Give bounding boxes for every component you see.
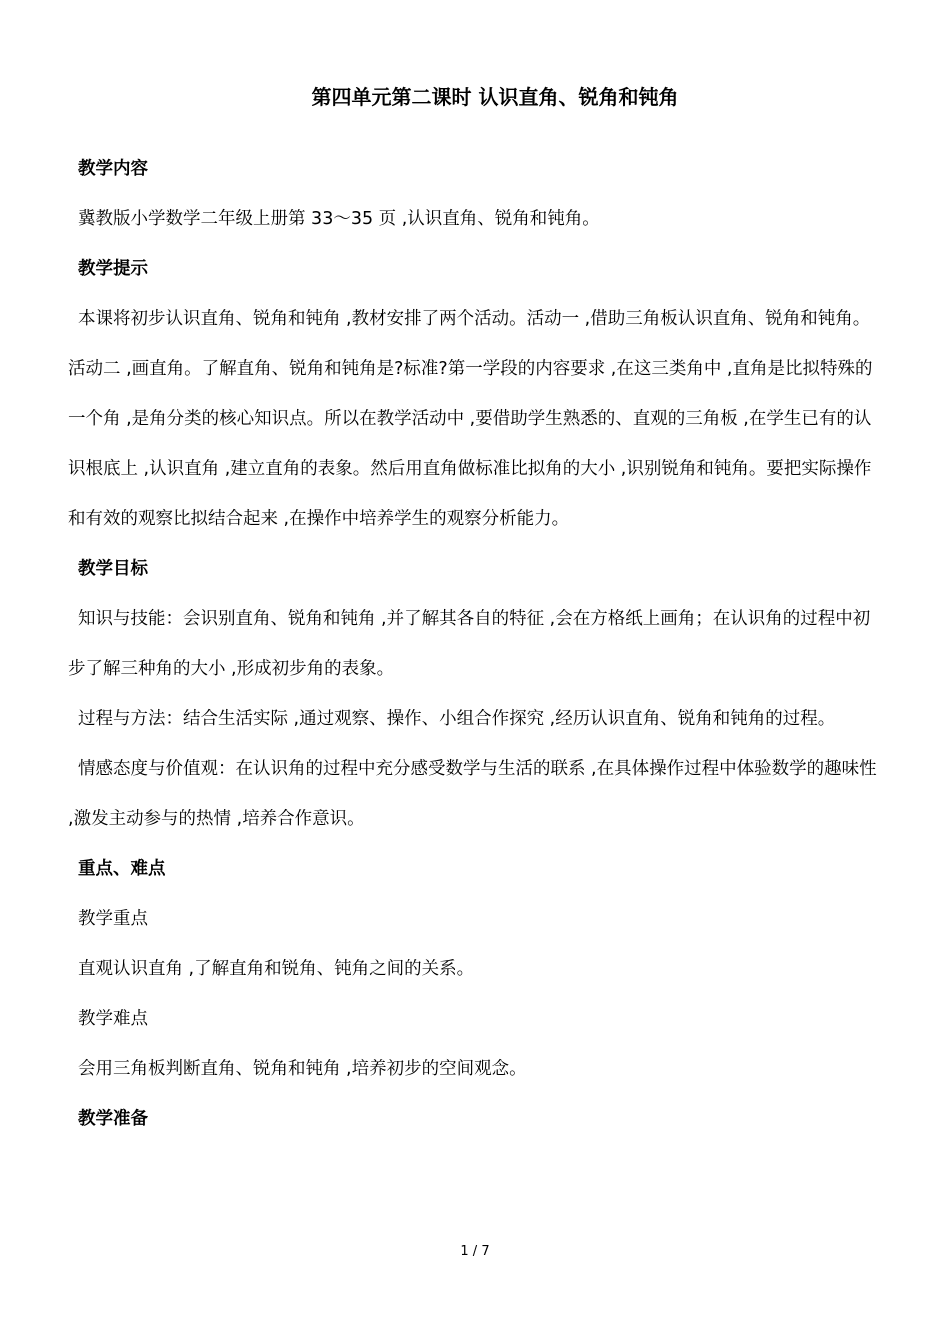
paragraph-content: 冀教版小学数学二年级上册第 33～35 页 ,认识直角、锐角和钝角。 xyxy=(78,209,600,229)
section-heading-goals: 教学目标 xyxy=(78,559,148,579)
paragraph-goal-process: 过程与方法：结合生活实际 ,通过观察、操作、小组合作探究 ,经历认识直角、锐角和钝角的过程。 xyxy=(78,709,836,729)
label-key-point: 教学重点 xyxy=(78,909,148,929)
section-heading-content: 教学内容 xyxy=(78,159,148,179)
paragraph-hint: 本课将初步认识直角、锐角和钝角 ,教材安排了两个活动。活动一 ,借助三角板认识直角、锐角和钝角。活动二 ,画直角。了解直角、锐角和钝角是?标准?第一学段的内容要求 ,在这三类角中 ,直角是比拟特殊的一个角 ,是角分类的核心知识点。所以在教学活动中 ,要借助学生熟悉的、直观的三角板 ,在学生已有的认识根底上 ,认识直角 ,建立直角的表象。然后用直角做标准比拟角的大小 ,识别锐角和钝角。要把实际操作和有效的观察比拟结合起来 ,在操作中培养学生的观察分析能力。 xyxy=(68,309,873,529)
section-heading-hint: 教学提示 xyxy=(78,259,148,279)
section-heading-prep: 教学准备 xyxy=(78,1109,148,1129)
document-body xyxy=(68,144,884,1144)
label-difficulty: 教学难点 xyxy=(78,1009,148,1029)
paragraph-goal-knowledge: 知识与技能：会识别直角、锐角和钝角 ,并了解其各自的特征 ,会在方格纸上画角；在认识角的过程中初步了解三种角的大小 ,形成初步角的表象。 xyxy=(68,609,871,679)
paragraph-key-point: 直观认识直角 ,了解直角和锐角、钝角之间的关系。 xyxy=(78,959,475,979)
section-heading-key: 重点、难点 xyxy=(78,859,166,879)
paragraph-difficulty: 会用三角板判断直角、锐角和钝角 ,培养初步的空间观念。 xyxy=(78,1059,527,1079)
page-title: 第四单元第二课时 认识直角、锐角和钝角 xyxy=(311,85,679,109)
paragraph-goal-emotion: 情感态度与价值观：在认识角的过程中充分感受数学与生活的联系 ,在具体操作过程中体验数学的趣味性 ,激发主动参与的热情 ,培养合作意识。 xyxy=(68,759,877,829)
page-number: 1 / 7 xyxy=(460,1244,490,1259)
